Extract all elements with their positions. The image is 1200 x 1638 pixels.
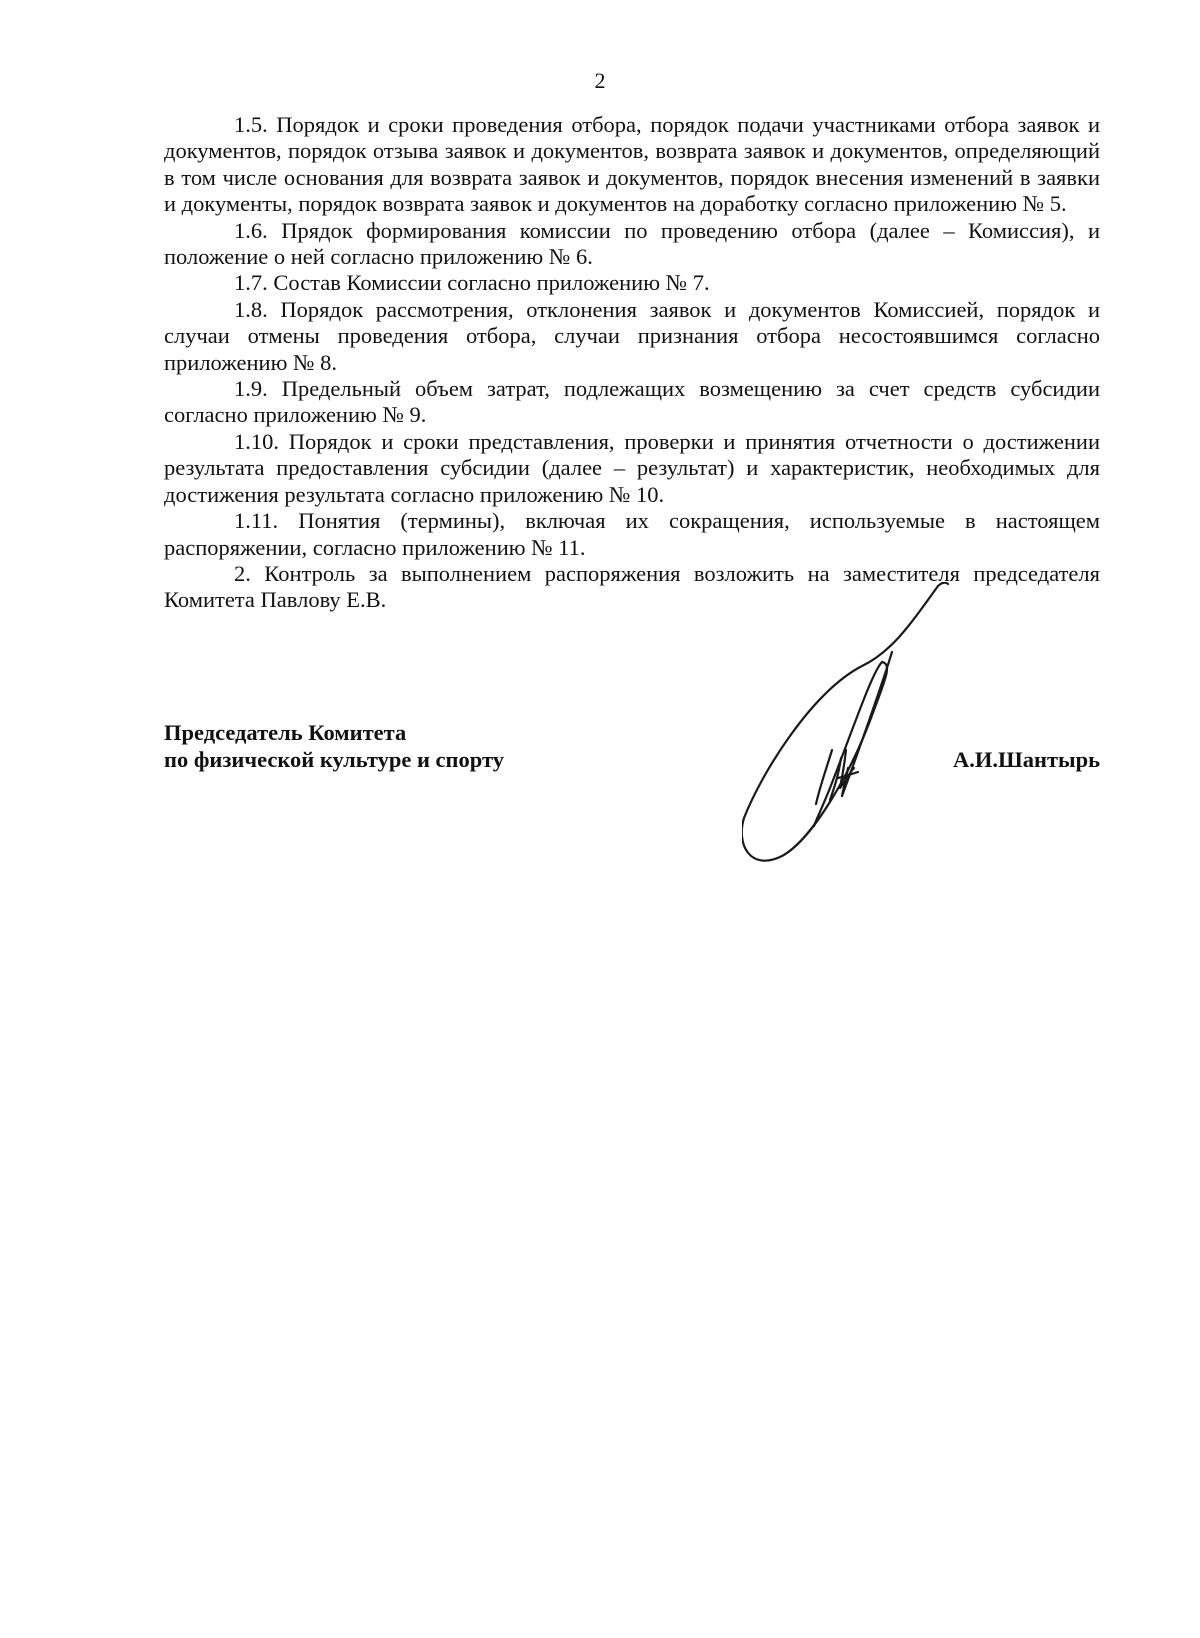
- paragraph-1-11: 1.11. Понятия (термины), включая их сокращения, используемые в настоящем распоряжении, согласно приложению № 11.: [164, 508, 1100, 560]
- paragraph-1-9: 1.9. Предельный объем затрат, подлежащих возмещению за счет средств субсидии согласно приложению № 9.: [164, 376, 1100, 428]
- signatory-name: А.И.Шантырь: [953, 747, 1100, 772]
- signatory-title-line-1: Председатель Комитета: [164, 720, 407, 745]
- signatory-block: [164, 719, 1100, 779]
- paragraph-1-8: 1.8. Порядок рассмотрения, отклонения заявок и документов Комиссией, порядок и случаи отмены проведения отбора, случаи признания отбора несостоявшимся согласно приложению № 8.: [164, 296, 1100, 375]
- paragraph-1-10: 1.10. Порядок и сроки представления, проверки и принятия отчетности о достижении результата предоставления субсидии (далее – результат) и характеристик, необходимых для достижения результата согласно приложению № 10.: [164, 428, 1100, 507]
- paragraph-1-7: 1.7. Состав Комиссии согласно приложению № 7.: [234, 270, 710, 296]
- paragraph-1-5: 1.5. Порядок и сроки проведения отбора, порядок подачи участниками отбора заявок и документов, порядок отзыва заявок и документов, возврата заявок и документов, определяющий в том числе основания для возврата заявок и документов, порядок внесения изменений в заявки и документы, порядок возврата заявок и документов на доработку согласно приложению № 5.: [164, 112, 1100, 217]
- paragraph-2: 2. Контроль за выполнением распоряжения возложить на заместителя председателя Комитета Павлову Е.В.: [164, 560, 1100, 613]
- page-number: 2: [594, 68, 606, 93]
- signatory-title-line-2: по физической культуре и спорту: [164, 747, 504, 772]
- document-body: [164, 112, 1100, 614]
- paragraph-1-6: 1.6. Прядок формирования комиссии по проведению отбора (далее – Комиссия), и положение о ней согласно приложению № 6.: [164, 217, 1100, 270]
